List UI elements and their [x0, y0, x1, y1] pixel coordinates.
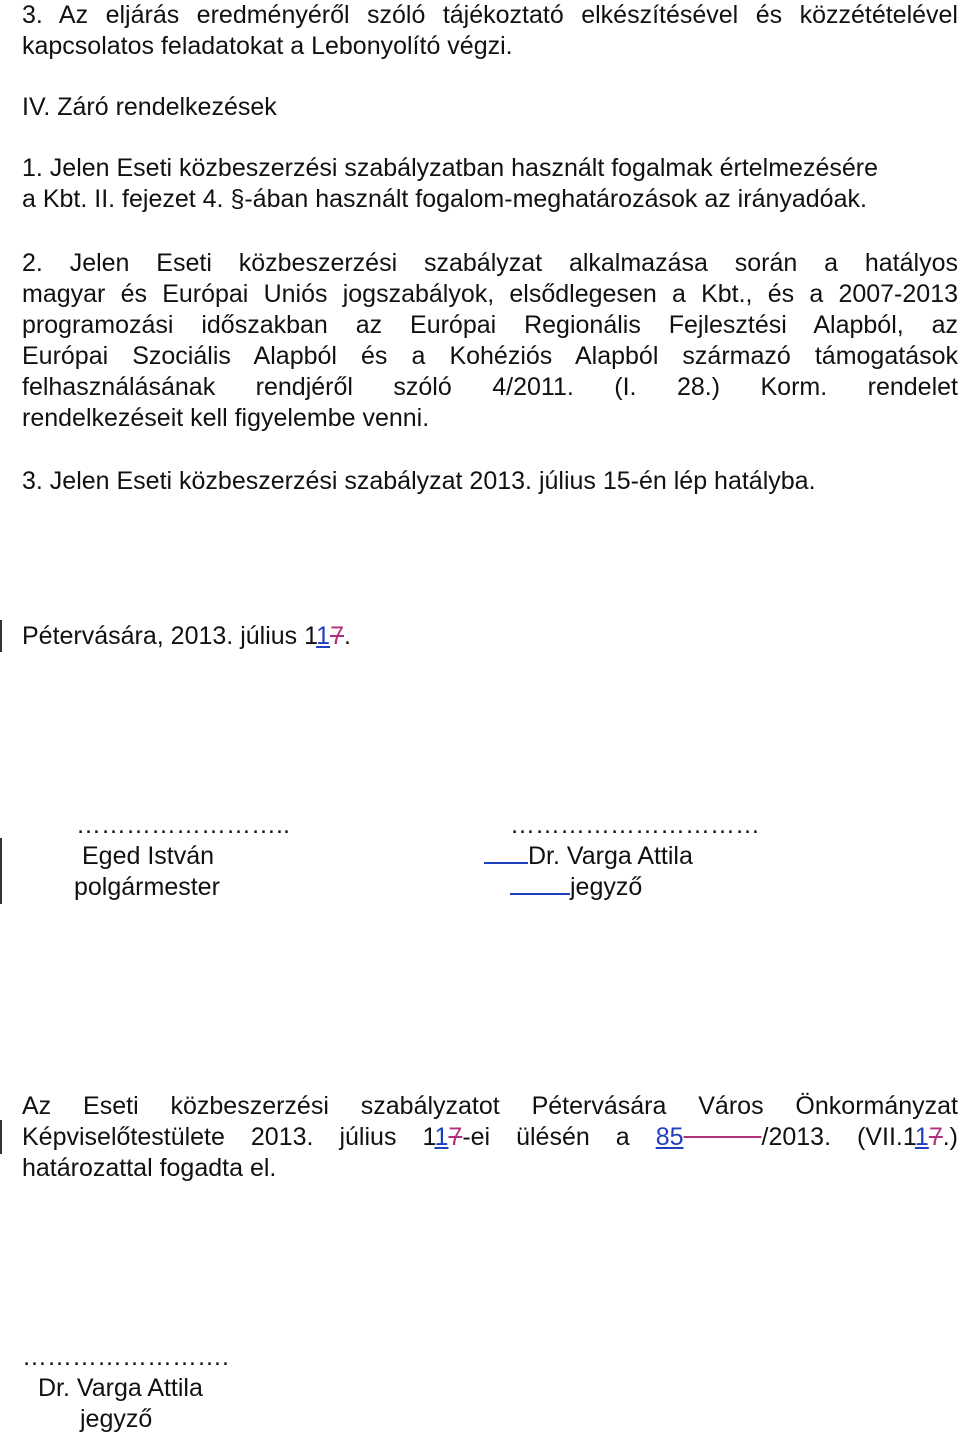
item1-line1: 1. Jelen Eseti közbeszerzési szabályzatban használt fogalmak értelmezésére	[22, 154, 878, 182]
section3-line1: 3. Az eljárás eredményéről szóló tájékoztató elkészítésével és közzétételével	[22, 1, 958, 29]
adoption-line3: határozattal fogadta el.	[22, 1154, 277, 1182]
section-iv-heading: IV. Záró rendelkezések	[22, 93, 277, 121]
section3-line2: kapcsolatos feladatokat a Lebonyolító végzi.	[22, 32, 513, 60]
insertion-underline	[484, 861, 528, 864]
item2-line6: rendelkezéseit kell figyelembe venni.	[22, 404, 430, 432]
mayor-title: polgármester	[74, 873, 220, 901]
adoption-line2: Képviselőtestülete 2013. július 117-ei ülésén a 85 /2013. (VII.117.)	[22, 1123, 959, 1151]
closing-signature-title: jegyző	[80, 1405, 153, 1433]
item2-line4: Európai Szociális Alapból és a Kohéziós Alapból származó támogatások	[22, 342, 958, 370]
notary-title: jegyző	[510, 872, 642, 903]
mayor-name: Eged István	[82, 842, 215, 870]
closing-signature-dots: …………………….	[22, 1343, 229, 1371]
item2-line1: 2. Jelen Eseti közbeszerzési szabályzat alkalmazása során a hatályos	[22, 249, 958, 277]
change-bar	[0, 1120, 2, 1154]
item1-line2: a Kbt. II. fejezet 4. §-ában használt fogalom-meghatározások az irányadóak.	[22, 185, 867, 213]
notary-signature-dots: …………………………	[510, 811, 760, 839]
place-date: Pétervására, 2013. július 117.	[22, 622, 351, 650]
insertion-underline	[510, 892, 570, 895]
mayor-signature-dots: ……………………..	[76, 811, 290, 839]
item2-line3: programozási időszakban az Európai Regionális Fejlesztési Alapból, az	[22, 311, 958, 339]
item2-line5: felhasználásának rendjéről szóló 4/2011. (I. 28.) Korm. rendelet	[22, 373, 958, 401]
item3-line: 3. Jelen Eseti közbeszerzési szabályzat 2013. július 15-én lép hatályba.	[22, 467, 816, 495]
notary-name: Dr. Varga Attila	[484, 841, 693, 872]
change-bar	[0, 838, 2, 904]
adoption-line1: Az Eseti közbeszerzési szabályzatot Pétervására Város Önkormányzat	[22, 1092, 958, 1120]
item2-line2: magyar és Európai Uniós jogszabályok, elsődlegesen a Kbt., és a 2007-2013	[22, 280, 958, 308]
change-bar	[0, 620, 2, 652]
closing-signature-name: Dr. Varga Attila	[38, 1374, 203, 1402]
